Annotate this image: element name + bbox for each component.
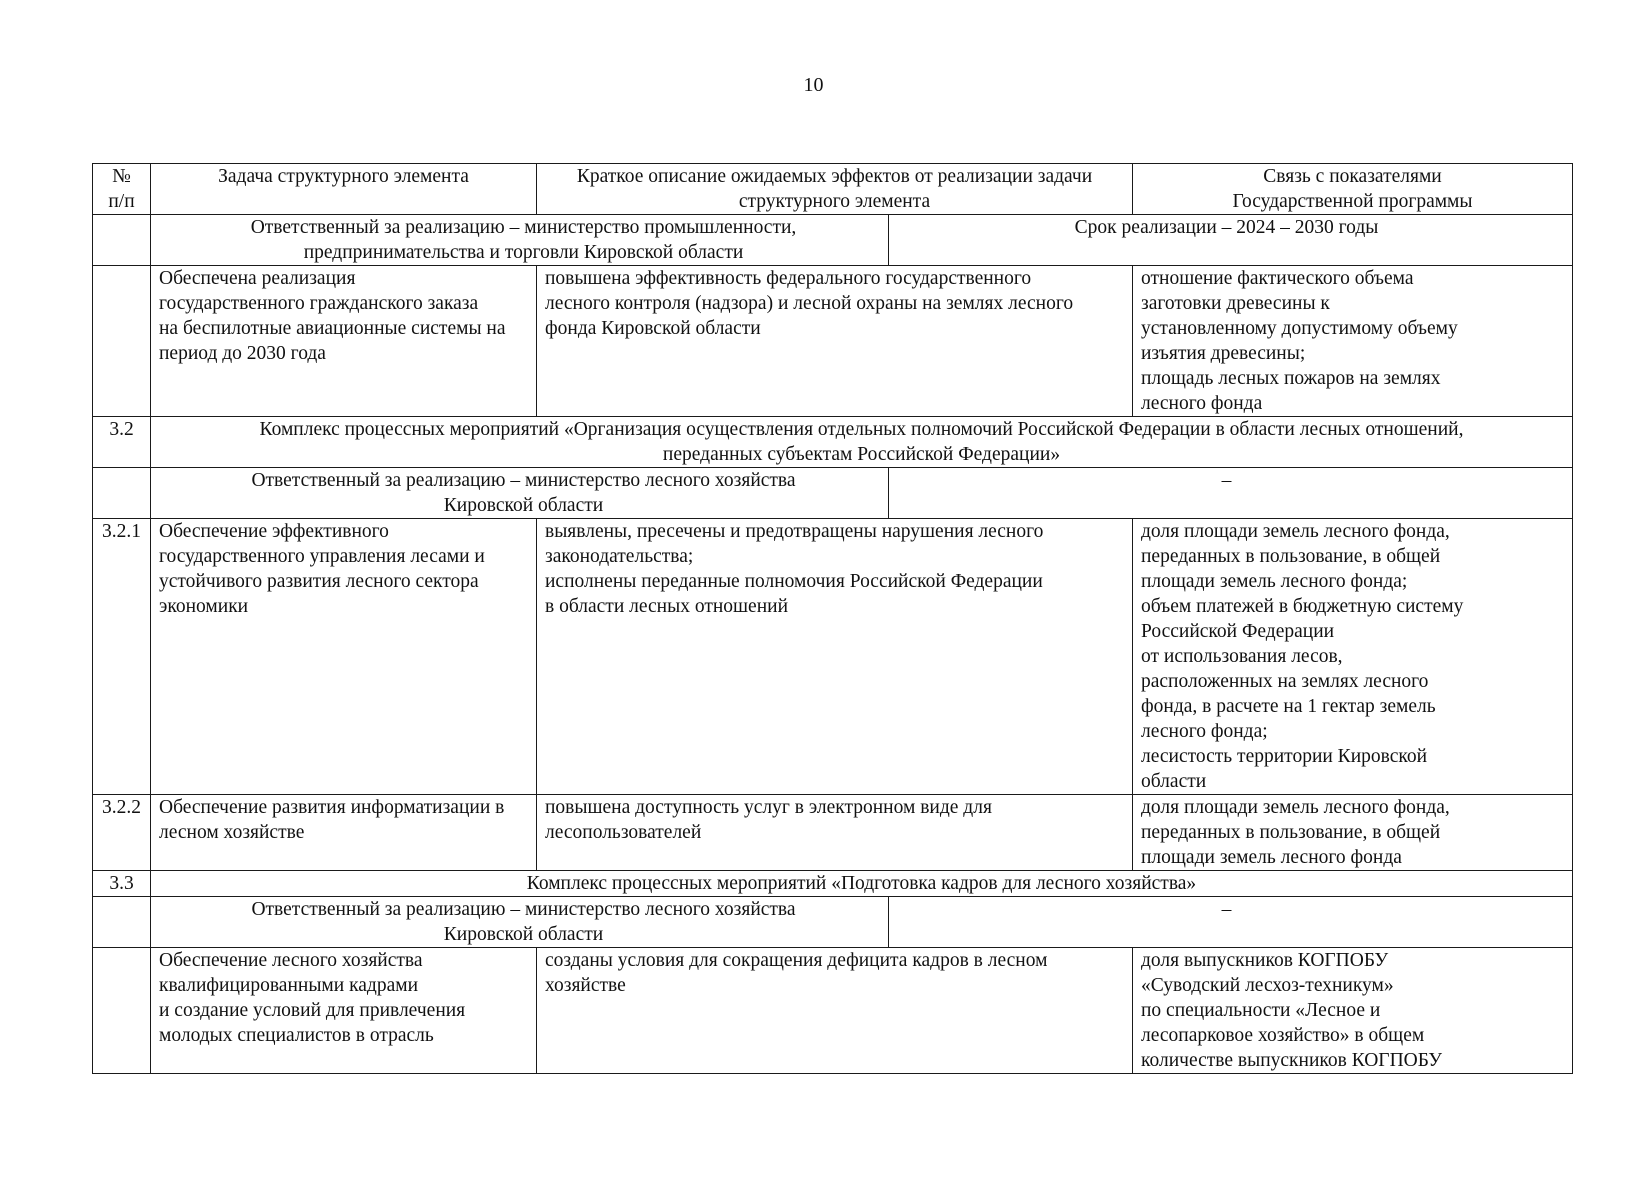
row-num: 3.3 bbox=[93, 871, 151, 897]
indicators-cell: отношение фактического объема заготовки древесины к установленному допустимому объему изъятия древесины; площадь лесных пожаров на землях лесного фонда bbox=[1133, 266, 1573, 417]
row-num bbox=[93, 948, 151, 1074]
header-effects: Краткое описание ожидаемых эффектов от реализации задачи структурного элемента bbox=[537, 164, 1133, 215]
complex-row bbox=[93, 871, 1573, 897]
row-num: 3.2.2 bbox=[93, 795, 151, 871]
table-row bbox=[93, 266, 1573, 417]
structural-elements-table bbox=[92, 163, 1573, 1074]
complex-title: Комплекс процессных мероприятий «Организация осуществления отдельных полномочий Российской Федерации в области лесных отношений, переданных субъектам Российской Федерации» bbox=[151, 417, 1573, 468]
task-cell: Обеспечение эффективного государственного управления лесами и устойчивого развития лесного сектора экономики bbox=[151, 519, 537, 795]
indicators-cell: доля площади земель лесного фонда, переданных в пользование, в общей площади земель лесного фонда bbox=[1133, 795, 1573, 871]
effects-cell: созданы условия для сокращения дефицита кадров в лесном хозяйстве bbox=[537, 948, 1133, 1074]
responsible-text: Ответственный за реализацию – министерство лесного хозяйства Кировской области bbox=[159, 468, 889, 518]
row-num: 3.2.1 bbox=[93, 519, 151, 795]
complex-row bbox=[93, 417, 1573, 468]
effects-cell: выявлены, пресечены и предотвращены нарушения лесного законодательства; исполнены переданные полномочия Российской Федерации в области лесных отношений bbox=[537, 519, 1133, 795]
complex-title: Комплекс процессных мероприятий «Подготовка кадров для лесного хозяйства» bbox=[151, 871, 1573, 897]
responsible-text: Ответственный за реализацию – министерство лесного хозяйства Кировской области bbox=[159, 897, 889, 947]
header-num: № п/п bbox=[93, 164, 151, 215]
responsible-row bbox=[93, 468, 1573, 519]
header-link: Связь с показателями Государственной программы bbox=[1133, 164, 1573, 215]
implementation-period: – bbox=[1221, 899, 1232, 920]
table-row bbox=[93, 519, 1573, 795]
task-cell: Обеспечение лесного хозяйства квалифицированными кадрами и создание условий для привлечения молодых специалистов в отрасль bbox=[151, 948, 537, 1074]
effects-cell: повышена доступность услуг в электронном виде для лесопользователей bbox=[537, 795, 1133, 871]
table-row bbox=[93, 948, 1573, 1074]
row-num bbox=[93, 266, 151, 417]
effects-cell: повышена эффективность федерального государственного лесного контроля (надзора) и лесной охраны на землях лесного фонда Кировской области bbox=[537, 266, 1133, 417]
page-number: 10 bbox=[803, 74, 824, 96]
indicators-cell: доля выпускников КОГПОБУ «Суводский лесхоз-техникум» по специальности «Лесное и лесопарковое хозяйство» в общем количестве выпускников КОГПОБУ bbox=[1133, 948, 1573, 1074]
implementation-period: – bbox=[1221, 470, 1232, 491]
header-task: Задача структурного элемента bbox=[151, 164, 537, 215]
responsible-row bbox=[93, 215, 1573, 266]
task-cell: Обеспечена реализация государственного гражданского заказа на беспилотные авиационные системы на период до 2030 года bbox=[151, 266, 537, 417]
row-num: 3.2 bbox=[93, 417, 151, 468]
task-cell: Обеспечение развития информатизации в лесном хозяйстве bbox=[151, 795, 537, 871]
implementation-period: Срок реализации – 2024 – 2030 годы bbox=[1074, 217, 1379, 238]
indicators-cell: доля площади земель лесного фонда, переданных в пользование, в общей площади земель лесного фонда; объем платежей в бюджетную систему Российской Федерации от использования лесов, расположенных на землях лесного фонда, в расчете на 1 гектар земель лесного фонда; лесистость территории Кировской области bbox=[1133, 519, 1573, 795]
table-header-row bbox=[93, 164, 1573, 215]
table-row bbox=[93, 795, 1573, 871]
responsible-row bbox=[93, 897, 1573, 948]
responsible-text: Ответственный за реализацию – министерство промышленности, предпринимательства и торговли Кировской области bbox=[159, 215, 889, 265]
